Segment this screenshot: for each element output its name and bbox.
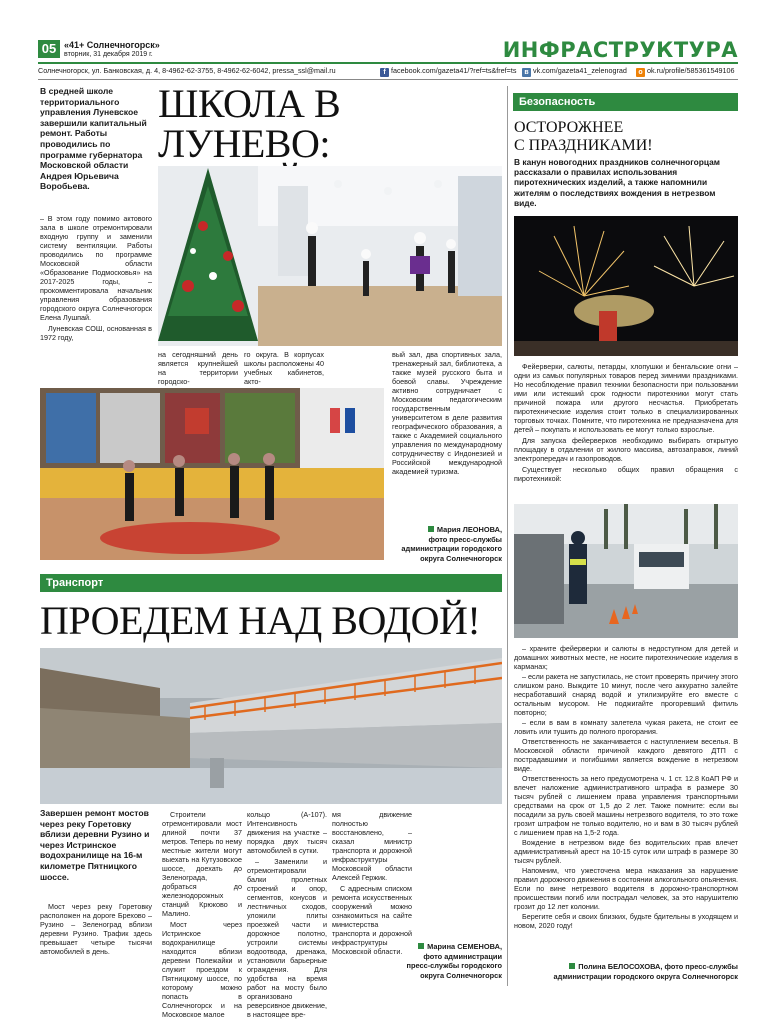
page-number: 05: [38, 40, 60, 58]
contact-ok[interactable]: [636, 66, 735, 77]
safety-headline-line1: ОСТОРОЖНЕЕ: [514, 119, 624, 136]
transport-col3-p1: кольцо (А-107). Интенсивность движения на участке – порядка двух тысяч автомобилей в сутки.: [247, 810, 327, 855]
transport-credit-line4: округа Солнечногорск: [420, 970, 502, 980]
school-col1-p2: Луневская СОШ, основанная в 1972 году,: [40, 324, 152, 342]
vk-icon: в: [522, 68, 531, 77]
school-col3: го округа. В корпусах школы расположены 40 учебных кабинетов, акто-: [244, 350, 324, 386]
school-credit-name: Мария ЛЕОНОВА,: [436, 525, 502, 534]
safety-photo-fireworks: [514, 216, 738, 356]
credit-marker-icon: [428, 526, 434, 532]
credit-marker-icon: [418, 943, 424, 949]
transport-col3: [247, 810, 327, 1019]
column-divider: [507, 86, 508, 986]
transport-col2-p1: Строители отремонтировали мост длиной почти 37 метров. Теперь по нему местные жители могут выехать на Кутузовское шоссе, доехать до Зеленограда, добраться до железнодорожных станций Крюково и Малино.: [162, 810, 242, 918]
section-title: ИНФРАСТРУКТУРА: [502, 38, 738, 62]
transport-col3-p2: – Заменили и отремонтировали балки пролетных строений и опор, сегментов, конусов и лестничных сходов, уложили плиты проезжей части и дорожное полотно, устроили системы водоотвода, дренажа, установили барьерные ограждения. Для удобства на время работ на мосту было организовано реверсивное движение, в настоящее вре-: [247, 857, 327, 1019]
safety-p3: Существует несколько общих правил обращения с пиротехникой:: [514, 465, 738, 483]
school-col1: [40, 214, 152, 342]
safety-credit: [514, 962, 738, 981]
safety-p11: Берегите себя и своих близких, будьте бдительны в уходящем и новом, 2020 году!: [514, 912, 738, 930]
header-rule: [38, 62, 738, 64]
safety-headline-line2: С ПРАЗДНИКАМИ!: [514, 137, 653, 154]
transport-col2-p2: Мост через Истринское водохранилище находится вблизи деревни Полежайки и служит проездом к Пятницкому шоссе, по которому можно попасть в Солнечногорск и на Московское малое: [162, 920, 242, 1019]
contact-vk[interactable]: [522, 66, 627, 77]
school-photo-gym: [40, 388, 384, 560]
transport-col4-p1: мя движение полностью восстановлено, – сказал министр транспорта и дорожной инфраструктуры Московской области Алексей Гержик.: [332, 810, 412, 882]
safety-rubric: Безопасность: [513, 93, 738, 111]
school-photo-hall: [158, 166, 502, 346]
transport-col2: [162, 810, 242, 1019]
safety-p9: Вождение в нетрезвом виде без водительских прав влечет административный арест на 10-15 суток или штраф в размере 30 тысяч рублей.: [514, 838, 738, 865]
contact-facebook[interactable]: [380, 66, 516, 77]
vk-link[interactable]: vk.com/gazeta41_zelenograd: [533, 66, 627, 75]
transport-photo-bridge: [40, 648, 502, 804]
transport-credit-name: Марина СЕМЕНОВА,: [427, 942, 502, 951]
school-lead: В средней школе территориального управления Луневское завершили капитальный ремонт. Работы проводились по программе губернатора Московской области Андрея Юрьевича Воробьева.: [40, 86, 147, 192]
safety-lead: В канун новогодних праздников солнечногорцам рассказали о правилах использования пиротехнических изделий, а также напомнили жителям о последствиях вождения в нетрезвом виде.: [514, 157, 720, 208]
transport-col4-p2: С адресным списком ремонта искусственных сооружений можно ознакомиться на сайте министерства транспорта и дорожной инфраструктуры Московской области.: [332, 884, 412, 956]
school-headline-line1: ШКОЛА В ЛУНЕВО:: [158, 81, 341, 166]
paper-date: вторник, 31 декабря 2019 г.: [64, 51, 153, 58]
facebook-icon: f: [380, 68, 389, 77]
safety-p7: Ответственность не заканчивается с наступлением веселья. В Московской области причиной каждого девятого ДТП с пострадавшими и погибшими является вождение в нетрезвом виде.: [514, 737, 738, 773]
transport-headline: ПРОЕДЕМ НАД ВОДОЙ!: [40, 598, 481, 643]
safety-credit-line1: Полина БЕЛОСОХОВА, фото пресс-службы: [578, 962, 738, 971]
contact-address: Солнечногорск, ул. Банковская, д. 4, 8-4962-62-3755, 8-4962-62-6042, pressa_ssl@mail.ru: [38, 66, 336, 75]
school-credit: [392, 525, 502, 563]
transport-lead: Завершен ремонт мостов через реку Горетовку вблизи деревни Рузино и через Истринское водохранилище на 16-м километре Пятницкого шоссе.: [40, 808, 150, 882]
safety-p4: – храните фейерверки и салюты в недоступном для детей и домашних животных месте, не носите пиротехнические изделия в карманах;: [514, 644, 738, 671]
transport-credit-line2: фото администрации: [423, 951, 502, 961]
transport-credit-line3: пресс-службы городского: [406, 961, 502, 970]
transport-col1: Мост через реку Горетовку расположен на дороге Брехово – Рузино – Зеленоград вблизи деревни Рузино. Трафик здесь превышает четыре тысячи автомобилей в день.: [40, 902, 152, 956]
safety-p1: Фейерверки, салюты, петарды, хлопушки и бенгальские огни – одни из самых популярных товаров перед зимними праздниками. Но несоблюдение правил техники безопасности при пользовании ими или истекший срок годности пиротехники могут стать причиной пожара или другого несчастья. Приобретать пиротехнические изделия стоит только в специализированных торговых точках. Помните, что пиротехника не предназначена для детей – покупать и использовать ее могут только взрослые.: [514, 362, 738, 434]
school-credit-line4: округа Солнечногорск: [420, 553, 502, 563]
school-col2: на сегодняшний день является крупнейшей на территории городско-: [158, 350, 238, 386]
safety-headline: [514, 119, 738, 155]
safety-p5: – если ракета не запустилась, не стоит проверять причину этого слишком рано. Выждите 10 минут, после чего аккуратно залейте несработавший снаряд водой и утилизируйте его вместе с остальным мусором. Не поджигайте прогоревший фитиль повторно;: [514, 672, 738, 717]
ok-icon: o: [636, 68, 645, 77]
school-col4: вый зал, два спортивных зала, тренажерный зал, библиотека, а также музей русского быта и боевой славы. Учреждение активно сотрудничает с Московским педагогическим государственным университетом в деле развития географического образования, а также с Академией социального управления по международному сотрудничеству с Индонезией и Российской международной академией туризма.: [392, 350, 502, 476]
safety-p10: Напомним, что ужесточена мера наказания за нарушение правил дорожного движения в состоянии алкогольного опьянения. Если по вине нетрезвого водителя в дорожно-транспортном происшествии погиб или пострадал человек, за это нарушителю грозит до 12 лет колонии.: [514, 866, 738, 911]
header-rule-bottom: [38, 79, 738, 80]
paper-name: «41+ Солнечногорск»: [64, 40, 160, 50]
school-credit-line3: администрации городского: [401, 544, 502, 553]
safety-p6: – если в вам в комнату залетела чужая ракета, не стоит ее ловить или тушить до полного прогорания.: [514, 718, 738, 736]
facebook-link[interactable]: facebook.com/gazeta41/?ref=ts&fref=ts: [391, 66, 517, 75]
school-credit-line2: фото пресс-службы: [428, 534, 502, 544]
safety-credit-line2: администрации городского округа Солнечногорск: [553, 971, 738, 981]
transport-col4: [332, 810, 412, 956]
safety-photo-police: [514, 504, 738, 638]
transport-rubric: Транспорт: [40, 574, 502, 592]
safety-p2: Для запуска фейерверков необходимо выбирать открытую площадку в отдалении от жилого массива, автозаправок, линий электропередач и газопроводов.: [514, 436, 738, 463]
safety-lower-text: [514, 644, 738, 930]
safety-upper-text: [514, 362, 738, 483]
safety-p8: Ответственность за него предусмотрена ч. 1 ст. 12.8 КоАП РФ и влечет наложение административного штрафа в размере 30 тысяч рублей с лишением права управления транспортными средствами на срок от 1,5 до 2 лет. Также помните: если вы посадили за руль своей машины нетрезвого водителя, то это тоже грозит штрафом не только водителю, но и вам в 30 тысяч рублей с лишением прав на 1,5-2 года.: [514, 774, 738, 837]
transport-credit: [390, 942, 502, 980]
credit-marker-icon: [569, 963, 575, 969]
ok-link[interactable]: ok.ru/profile/585361549106: [647, 66, 735, 75]
school-col1-p1: – В этом году помимо актового зала в школе отремонтировали входную группу и заменили систему вентиляции. Работы проводились по программе Московской области «Образование Подмосковья» на 2017-2025 годы, – прокомментировала начальник управления образования городского округа Солнечногорск Елена Лушпай.: [40, 214, 152, 322]
